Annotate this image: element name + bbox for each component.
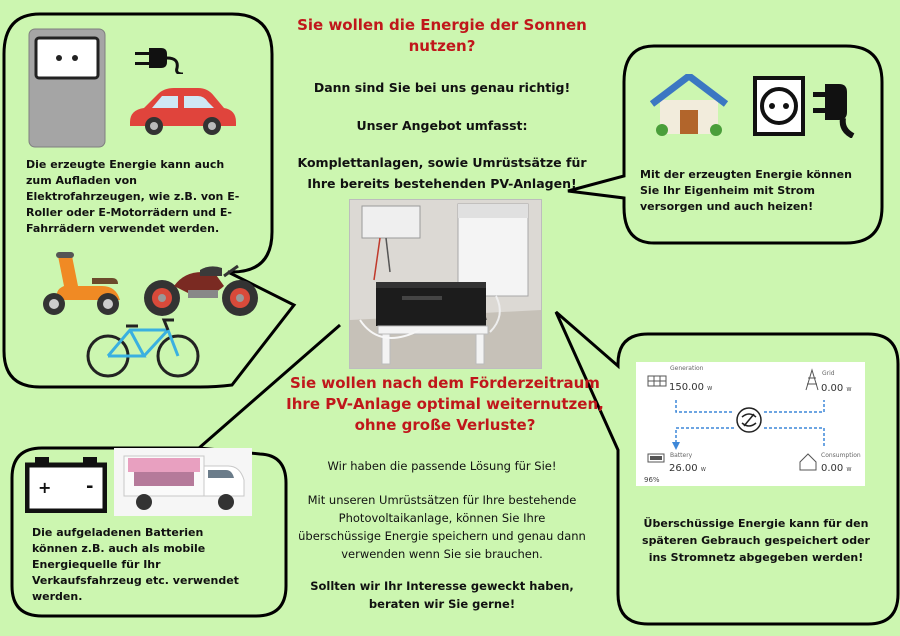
installation-photo-drawing: [350, 200, 541, 368]
battery-plus: +: [38, 478, 52, 497]
bubble-home-line-2: Sie Ihr Eigenheim mit Strom: [640, 184, 815, 197]
bubble-battery-line-3: Energiequelle für Ihr: [32, 558, 161, 571]
bubble-storage-line-3: ins Stromnetz abgegeben werden!: [648, 551, 864, 564]
bubble-battery-line-5: werden.: [32, 590, 83, 603]
bubble-battery-line-4: Verkaufsfahrzeug etc. verwendet: [32, 574, 239, 587]
body-line-4: verwenden wenn Sie sie brauchen.: [341, 547, 543, 561]
bubble-ev-text: [26, 157, 266, 237]
consumption-label: Consumption: [821, 452, 861, 459]
bubble-storage-line-1: Überschüssige Energie kann für den: [643, 517, 869, 530]
line-komplett-2: Ihre bereits bestehenden PV-Anlagen!: [307, 176, 577, 191]
battery-percent: 96%: [644, 476, 660, 484]
house-icon: [650, 74, 728, 136]
line-dann: Dann sind Sie bei uns genau richtig!: [313, 80, 571, 95]
grid-value: [821, 383, 851, 394]
grid-value-number: 0.00: [821, 383, 844, 394]
food-truck-image: [114, 448, 252, 516]
headline-top-line-1: Sie wollen die Energie der Sonnen: [297, 16, 587, 34]
grid-label: Grid: [822, 370, 835, 377]
motorcycle-icon: [140, 260, 262, 318]
body-line-3: überschüssige Energie speichern und genau dann: [298, 529, 586, 543]
bicycle-icon: [86, 316, 200, 380]
grid-pylon-icon: [806, 370, 818, 390]
consumption-value: [821, 463, 851, 474]
socket-icon: [753, 76, 805, 136]
bubble-home-line-1: Mit der erzeugten Energie können: [640, 168, 852, 181]
line-komplett: [282, 152, 602, 194]
energy-monitor-screenshot: [636, 362, 865, 486]
body-line-1: Mit unseren Umrüstsätzen für Ihre bestehende: [307, 493, 577, 507]
bubble-ev-line-3: Elektrofahrzeugen, wie z.B. von E-: [26, 190, 240, 203]
closing-text: [282, 577, 602, 613]
line-komplett-1: Komplettanlagen, sowie Umrüstsätze für: [297, 155, 587, 170]
bubble-home-line-3: versorgen und auch heizen!: [640, 200, 814, 213]
bubble-battery-text: [32, 525, 272, 605]
battery-value: [669, 463, 706, 474]
wallbox-charger-icon: [28, 28, 106, 148]
plug-cable-icon: [135, 46, 183, 74]
bubble-ev-line-2: zum Aufladen von: [26, 174, 137, 187]
body-line-2: Photovoltaikanlage, können Sie Ihre: [338, 511, 546, 525]
battery-status-icon: [648, 454, 664, 462]
consumption-value-number: 0.00: [821, 463, 844, 474]
plug-icon: [813, 78, 861, 138]
headline-mid-line-2: Ihre PV-Anlage optimal weiternutzen,: [286, 395, 604, 413]
battery-unit: W: [700, 467, 706, 473]
consumption-house-icon: [800, 454, 816, 470]
bubble-storage-text: [628, 515, 884, 566]
line-angebot: Unser Angebot umfasst:: [356, 118, 528, 133]
bubble-ev-line-1: Die erzeugte Energie kann auch: [26, 158, 225, 171]
generation-value: [669, 382, 712, 393]
battery-value-number: 26.00: [669, 463, 698, 474]
generation-value-number: 150.00: [669, 382, 704, 393]
generation-label: Generation: [670, 365, 704, 372]
closing-line-2: beraten wir Sie gerne!: [368, 597, 516, 611]
consumption-unit: W: [846, 467, 852, 473]
bubble-battery-line-1: Die aufgeladenen Batterien: [32, 526, 204, 539]
body-text: [282, 491, 602, 563]
bubble-battery-line-2: können z.B. auch als mobile: [32, 542, 206, 555]
battery-label: Battery: [670, 452, 693, 459]
line-loesung: Wir haben die passende Lösung für Sie!: [327, 459, 557, 473]
generation-unit: W: [707, 386, 713, 392]
bubble-storage-line-2: späteren Gebrauch gespeichert oder: [642, 534, 870, 547]
scooter-icon: [36, 248, 126, 318]
bubble-ev-line-4: Roller oder E-Motorrädern und E-: [26, 206, 232, 219]
solar-panel-icon: [648, 376, 666, 386]
battery-minus: -: [86, 476, 94, 497]
closing-line-1: Sollten wir Ihr Interesse geweckt haben,: [310, 579, 574, 593]
headline-top-line-2: nutzen?: [408, 37, 476, 55]
headline-top: [282, 15, 602, 57]
grid-unit: W: [846, 387, 852, 393]
bubble-ev-line-5: Fahrrädern verwendet werden.: [26, 222, 220, 235]
headline-mid: [262, 373, 628, 436]
headline-mid-line-3: ohne große Verluste?: [354, 416, 536, 434]
headline-mid-line-1: Sie wollen nach dem Förderzeitraum: [290, 374, 600, 392]
car-icon: [126, 86, 238, 136]
installation-photo: [349, 199, 542, 369]
bubble-home-text: [640, 167, 880, 215]
